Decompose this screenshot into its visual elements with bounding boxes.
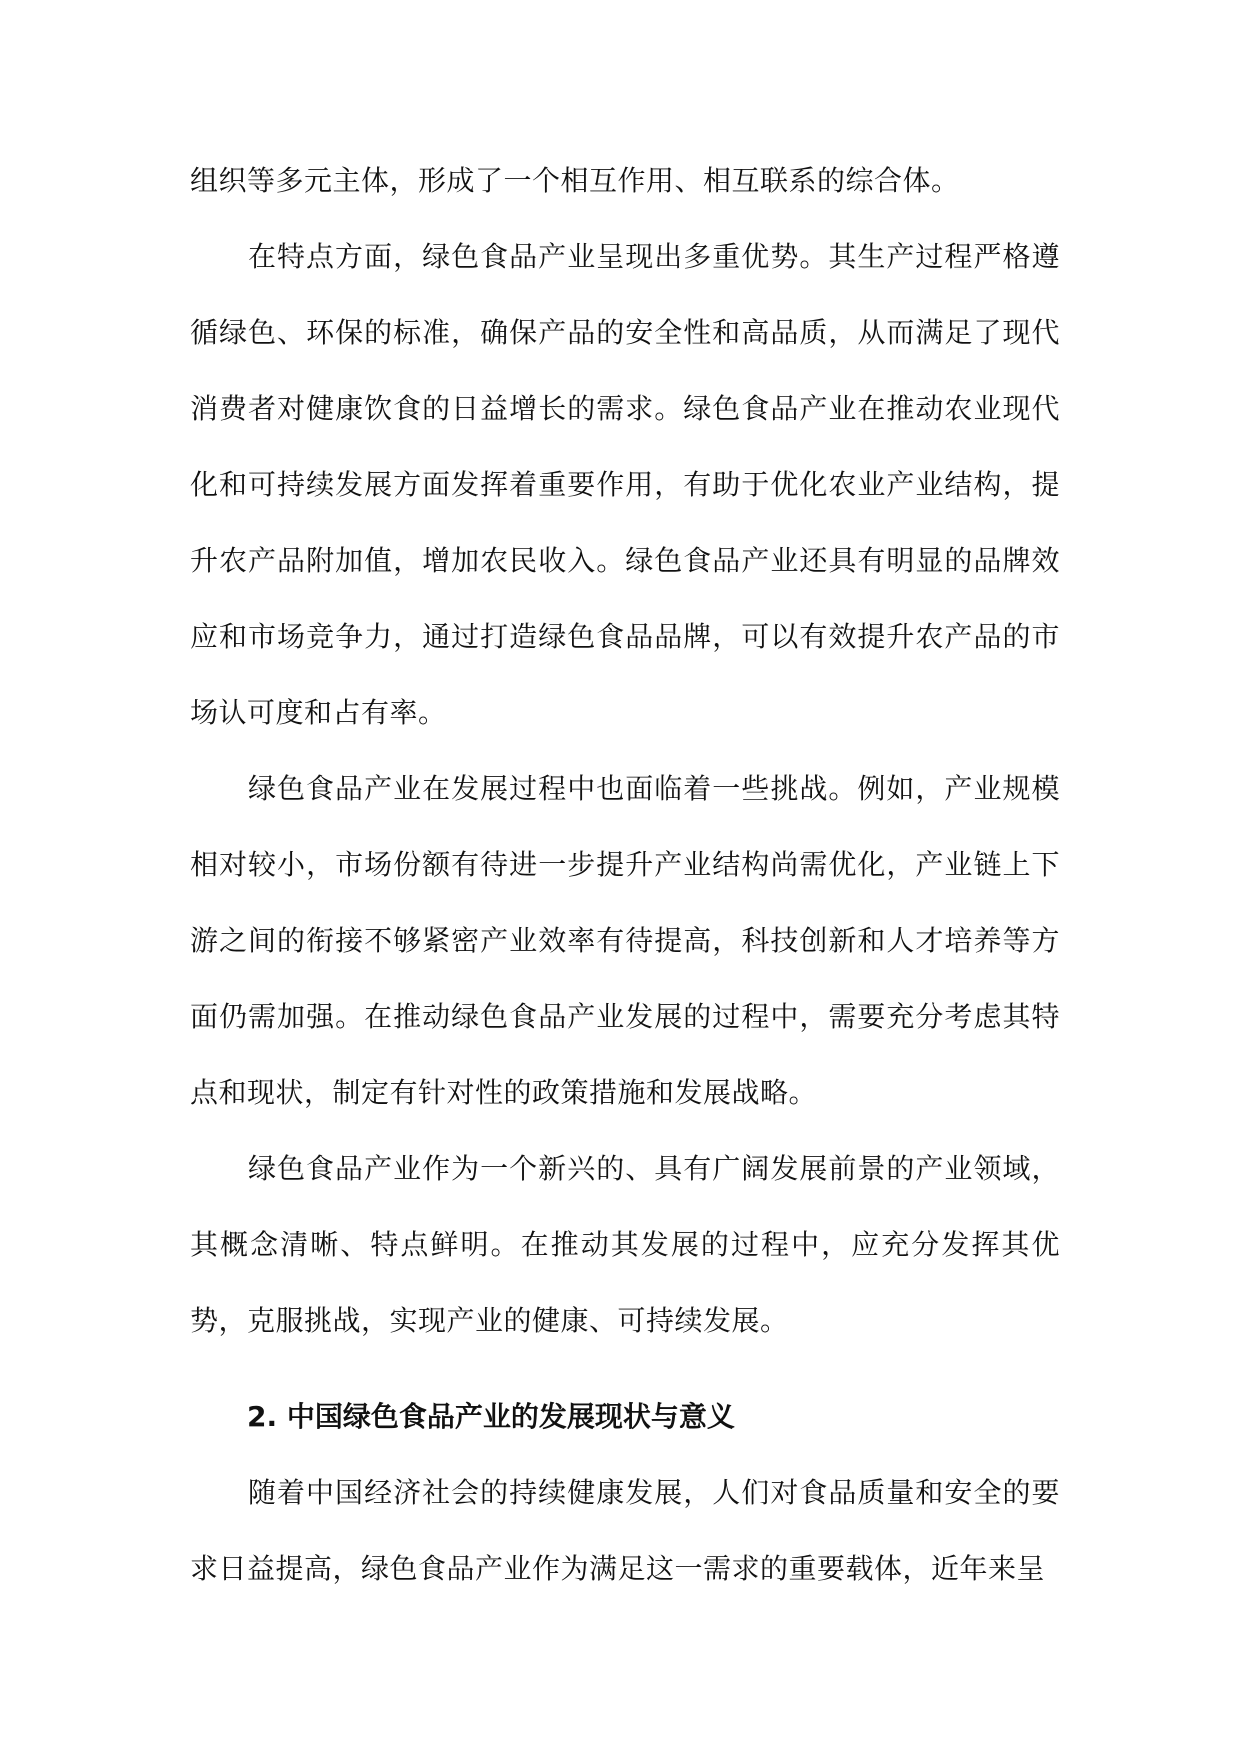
paragraph-summary: 绿色食品产业作为一个新兴的、具有广阔发展前景的产业领域，其概念清晰、特点鲜明。在推动其发展的过程中，应充分发挥其优势，克服挑战，实现产业的健康、可持续发展。 bbox=[190, 1152, 1060, 1337]
paragraph-characteristics: 在特点方面，绿色食品产业呈现出多重优势。其生产过程严格遵循绿色、环保的标准，确保产品的安全性和高品质，从而满足了现代消费者对健康饮食的日益增长的需求。绿色食品产业在推动农业现代化和可持续发展方面发挥着重要作用，有助于优化农业产业结构，提升农产品附加值，增加农民收入。绿色食品产业还具有明显的品牌效应和市场竞争力，通过打造绿色食品品牌，可以有效提升农产品的市场认可度和占有率。 bbox=[190, 240, 1060, 729]
paragraph-development-status: 随着中国经济社会的持续健康发展，人们对食品质量和安全的要求日益提高，绿色食品产业作为满足这一需求的重要载体，近年来呈 bbox=[190, 1476, 1060, 1585]
section-heading: 2. 中国绿色食品产业的发展现状与意义 bbox=[247, 1400, 735, 1433]
document-body bbox=[190, 143, 1060, 1607]
paragraph-continuation: 组织等多元主体，形成了一个相互作用、相互联系的综合体。 bbox=[190, 164, 960, 197]
paragraph-challenges: 绿色食品产业在发展过程中也面临着一些挑战。例如，产业规模相对较小，市场份额有待进一步提升产业结构尚需优化，产业链上下游之间的衔接不够紧密产业效率有待提高，科技创新和人才培养等方面仍需加强。在推动绿色食品产业发展的过程中，需要充分考虑其特点和现状，制定有针对性的政策措施和发展战略。 bbox=[190, 772, 1060, 1109]
